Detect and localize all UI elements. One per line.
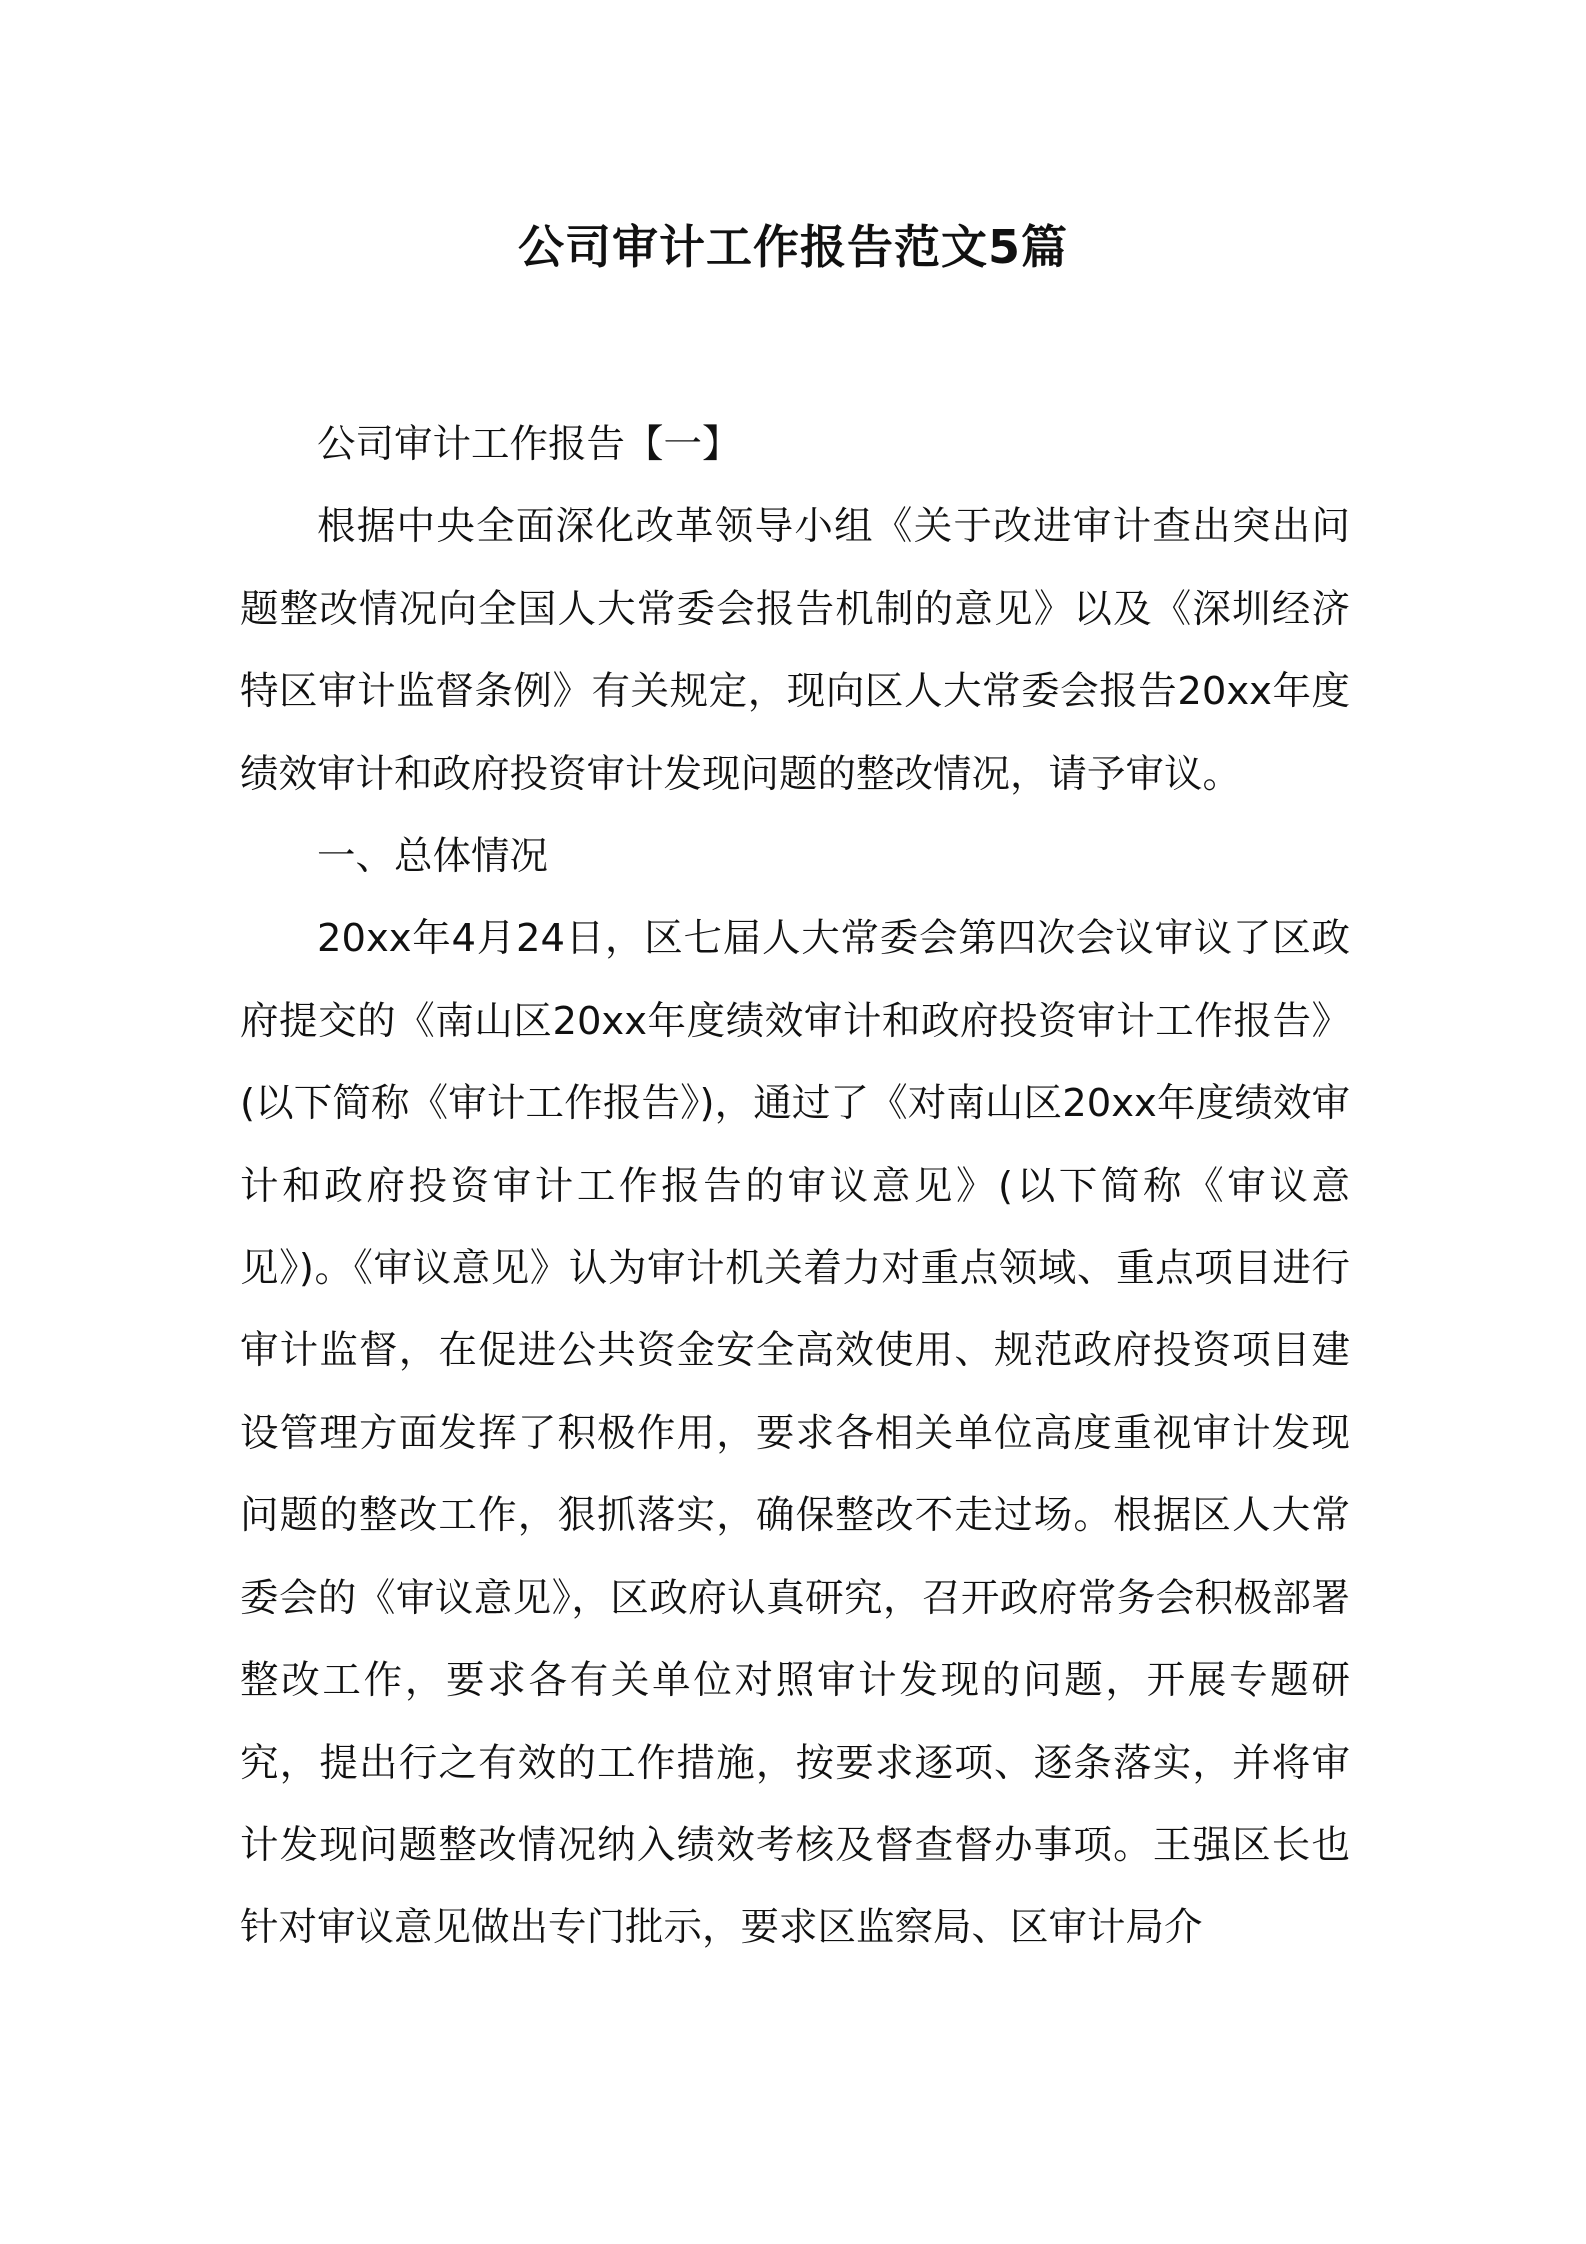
paragraph: 根据中央全面深化改革领导小组《关于改进审计查出突出问题整改情况向全国人大常委会报告机制的意见》以及《深圳经济特区审计监督条例》有关规定，现向区人大常委会报告20xx年度绩效审计和政府投资审计发现问题的整改情况，请予审议。	[240, 504, 1350, 797]
document-title: 公司审计工作报告范文5篇	[517, 220, 1068, 274]
paragraph: 20xx年4月24日，区七届人大常委会第四次会议审议了区政府提交的《南山区20xx年度绩效审计和政府投资审计工作报告》(以下简称《审计工作报告》)，通过了《对南山区20xx年度绩效审计和政府投资审计工作报告的审议意见》(以下简称《审议意见》)。《审议意见》认为审计机关着力对重点领域、重点项目进行审计监督，在促进公共资金安全高效使用、规范政府投资项目建设管理方面发挥了积极作用，要求各相关单位高度重视审计发现问题的整改工作，狠抓落实，确保整改不走过场。根据区人大常委会的《审议意见》，区政府认真研究，召开政府常务会积极部署整改工作，要求各有关单位对照审计发现的问题，开展专题研究，提出行之有效的工作措施，按要求逐项、逐条落实，并将审计发现问题整改情况纳入绩效考核及督查督办事项。王强区长也针对审议意见做出专门批示，要求区监察局、区审计局介	[240, 916, 1350, 1951]
section-heading: 公司审计工作报告【一】	[317, 422, 741, 467]
document-body	[240, 404, 1350, 1970]
subheading: 一、总体情况	[317, 834, 549, 880]
